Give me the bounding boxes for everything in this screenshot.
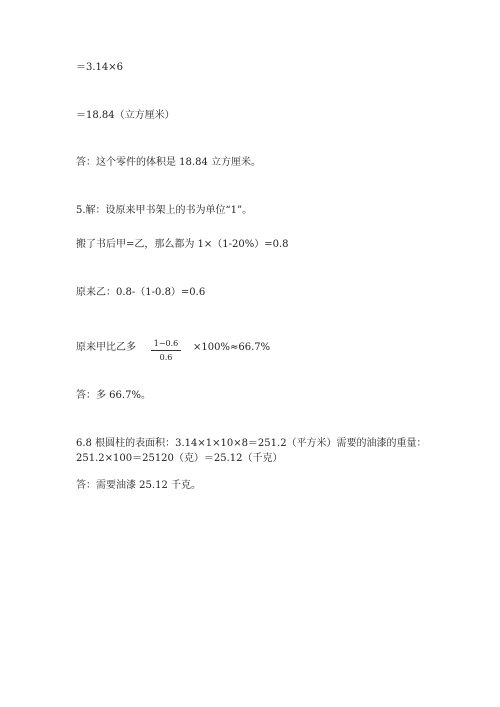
fraction xyxy=(151,338,181,363)
fraction-numerator: 1−0.6 xyxy=(151,338,181,351)
solution-line: 原来乙：0.8-（1-0.8）=0.6 xyxy=(76,287,206,298)
equation-line: ＝18.84（立方厘米） xyxy=(76,110,175,121)
answer-line: 答：需要油漆 25.12 千克。 xyxy=(76,480,201,491)
solution-line-suffix: ×100%≈66.7% xyxy=(193,342,271,353)
problem-solution-line: 6.8 根圆柱的表面积：3.14×1×10×8＝251.2（平方米）需要的油漆的重量： xyxy=(76,438,427,449)
solution-line-prefix: 原来甲比乙多 xyxy=(76,342,136,353)
solution-line: 搬了书后甲=乙，那么都为 1×（1-20%）=0.8 xyxy=(76,239,289,250)
answer-line: 答：多 66.7%。 xyxy=(76,390,151,401)
fraction-denominator: 0.6 xyxy=(159,353,173,362)
equation-line: ＝3.14×6 xyxy=(76,62,124,73)
problem-solution-header: 5.解：设原来甲书架上的书为单位“1”。 xyxy=(76,205,253,216)
problem-solution-line: 251.2×100＝25120（克）＝25.12（千克） xyxy=(76,453,283,464)
answer-line: 答：这个零件的体积是 18.84 立方厘米。 xyxy=(76,157,261,168)
